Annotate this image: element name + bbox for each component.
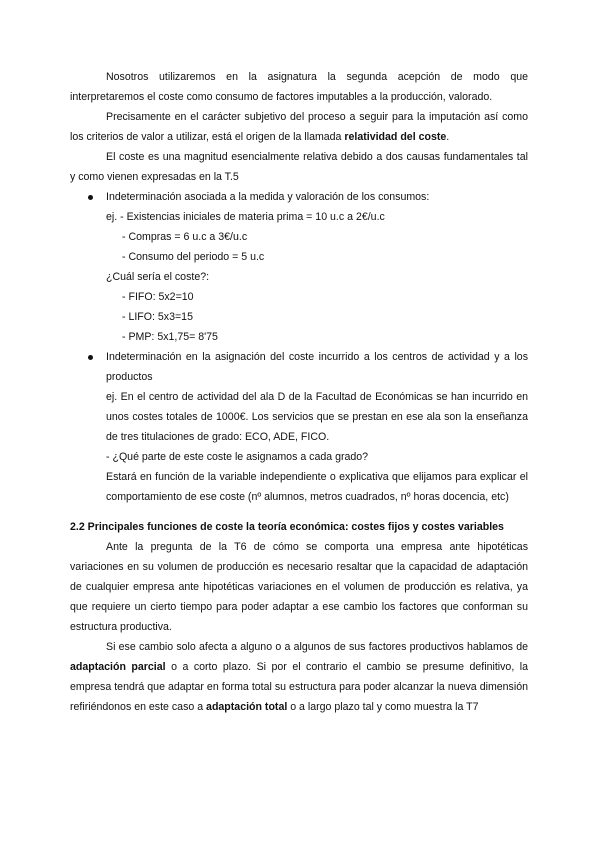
paragraph-adaptacion: Ante la pregunta de la T6 de cómo se comporta una empresa ante hipotéticas variaciones en su volumen de producción es necesario resaltar que la capacidad de adaptación de cualquier empresa ante hipotéticas variaciones en el volumen de producción es relativa, ya que requiere un cierto tiempo para poder adaptar a ese cambio los factores que conforman su estructura productiva. [70,541,528,633]
causes-list [70,187,528,507]
paragraph-text: o a corto plazo. Si por el contrario el cambio se presume definitivo, la empresa tendrá que adaptar en forma total su estructura para poder alcanzar la nueva dimensión refiriéndonos en este caso a [70,661,528,713]
bullet-title: Indeterminación en la asignación del coste incurrido a los centros de actividad y a los productos [106,351,528,383]
example-answer: Estará en función de la variable independiente o explicativa que elijamos para explicar el comportamiento de ese coste (nº alumnos, metros cuadrados, nº horas docencia, etc) [106,471,528,503]
bullet-icon [88,355,93,360]
adaptacion-total-term: adaptación total [206,701,288,713]
bullet-item-asignacion [70,347,528,507]
section-heading: 2.2 Principales funciones de coste la teoría económica: costes fijos y costes variables [70,521,504,533]
relatividad-del-coste-term: relatividad del coste [344,131,447,143]
bullet-item-medida [70,187,528,347]
example-item: - Consumo del periodo = 5 u.c [122,251,265,263]
paragraph-adaptacion-tipos [70,637,528,717]
paragraph-relatividad-end: . [446,131,450,143]
example-intro: ej. - Existencias iniciales de materia prima = 10 u.c a 2€/u.c [106,211,385,223]
example-text: ej. En el centro de actividad del ala D de la Facultad de Económicas se han incurrido en unos costes totales de 1000€. Los servicios que se prestan en ese ala son la enseñanza de tres titulaciones de grado: ECO, ADE, FICO. [106,391,528,443]
paragraph-relatividad-text: Precisamente en el carácter subjetivo del proceso a seguir para la imputación así como los criterios de valor a utilizar, está el origen de la llamada [70,111,528,143]
paragraph-relatividad [70,107,528,147]
cost-answer: - LIFO: 5x3=15 [122,311,193,323]
paragraph-text: Si ese cambio solo afecta a alguno o a algunos de sus factores productivos hablamos de [106,641,528,653]
paragraph-text: o a largo plazo tal y como muestra la T7 [287,701,479,713]
example-item: - Compras = 6 u.c a 3€/u.c [122,231,248,243]
bullet-icon [88,195,93,200]
cost-answer: - PMP: 5x1,75= 8'75 [122,331,218,343]
cost-question: ¿Cuál sería el coste?: [106,271,210,283]
paragraph-magnitud-relativa: El coste es una magnitud esencialmente relativa debido a dos causas fundamentales tal y como vienen expresadas en la T.5 [70,151,528,183]
adaptacion-parcial-term: adaptación parcial [70,661,166,673]
document-page [70,67,528,717]
bullet-title: Indeterminación asociada a la medida y valoración de los consumos: [106,191,430,203]
paragraph-intro: Nosotros utilizaremos en la asignatura la segunda acepción de modo que interpretaremos el coste como consumo de factores imputables a la producción, valorado. [70,71,528,103]
example-question: - ¿Qué parte de este coste le asignamos a cada grado? [106,451,369,463]
cost-answer: - FIFO: 5x2=10 [122,291,194,303]
